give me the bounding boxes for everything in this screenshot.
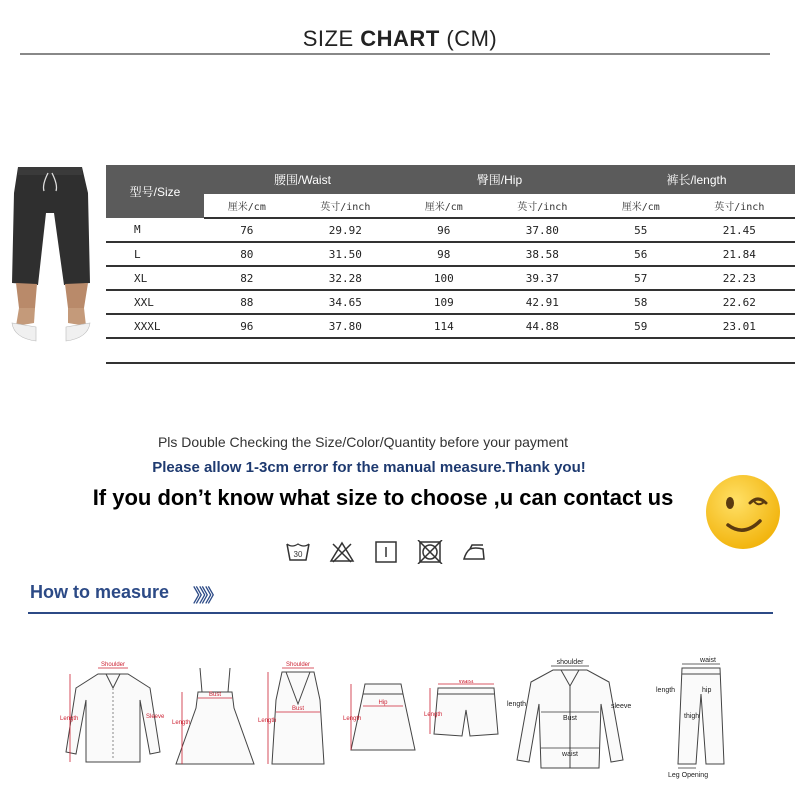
coat-measure-figure xyxy=(505,656,635,776)
size-column-header: 型号/Size xyxy=(106,165,204,218)
sleeve-label: sleeve xyxy=(611,703,632,710)
size-cell: XXXL xyxy=(106,314,204,338)
note-measure-error: Please allow 1-3cm error for the manual measure.Thank you! xyxy=(152,459,586,476)
waist-label: waist xyxy=(562,751,578,758)
title-suffix: (CM) xyxy=(439,26,498,51)
table-cell: 98 xyxy=(401,242,487,266)
waist-header: 腰围/Waist xyxy=(204,165,401,194)
table-cell: 80 xyxy=(204,242,290,266)
thigh-label: thigh xyxy=(684,713,700,720)
size-cell: XL xyxy=(106,266,204,290)
no-tumble-dry-icon xyxy=(417,540,443,564)
wink-emoji-icon xyxy=(704,473,782,551)
table-cell: 88 xyxy=(204,290,290,314)
table-row xyxy=(106,314,795,338)
length-label: Length xyxy=(343,716,362,722)
table-cell: 29.92 xyxy=(290,218,401,242)
title-prefix: SIZE xyxy=(302,26,361,51)
table-cell: 44.88 xyxy=(487,314,598,338)
unit-header: 厘米/cm xyxy=(401,194,487,218)
table-row xyxy=(106,242,795,266)
shirt-measure-figure xyxy=(58,660,168,770)
note-check-size: Pls Double Checking the Size/Color/Quantity before your payment xyxy=(157,434,569,450)
length-label: Length xyxy=(60,716,79,722)
hip-label: hip xyxy=(702,687,712,694)
table-cell: 37.80 xyxy=(487,218,598,242)
table-cell: 57 xyxy=(598,266,684,290)
length-label: length xyxy=(656,687,676,694)
dress-measure-figure xyxy=(170,660,260,772)
table-cell: 22.23 xyxy=(684,266,795,290)
note-contact-us: If you don’t know what size to choose ,u can contact us xyxy=(92,485,674,510)
length-header: 裤长/length xyxy=(598,165,795,194)
arrows-icon: 》》》 xyxy=(193,586,220,606)
table-row xyxy=(106,290,795,314)
leg-opening-label: Leg Opening xyxy=(668,772,709,779)
size-cell: XXL xyxy=(106,290,204,314)
bust-label: Bust xyxy=(291,706,305,712)
hip-label: Hip xyxy=(378,700,388,706)
iron-icon xyxy=(461,540,487,564)
bust-label: Bust xyxy=(208,692,222,698)
table-cell: 76 xyxy=(204,218,290,242)
table-cell: 23.01 xyxy=(684,314,795,338)
table-cell: 21.45 xyxy=(684,218,795,242)
size-chart-table xyxy=(106,165,795,364)
table-cell: 39.37 xyxy=(487,266,598,290)
unit-header: 厘米/cm xyxy=(204,194,290,218)
unit-header: 英寸/inch xyxy=(487,194,598,218)
how-to-measure-title: How to measure xyxy=(30,582,170,602)
table-cell: 31.50 xyxy=(290,242,401,266)
title-bold: CHART xyxy=(360,26,440,51)
shoulder-label: Shoulder xyxy=(285,662,311,668)
hip-header: 臀围/Hip xyxy=(401,165,598,194)
vest-measure-figure xyxy=(258,660,338,772)
blank-cell xyxy=(106,338,795,363)
waist-label: Waist xyxy=(458,680,474,685)
table-cell: 42.91 xyxy=(487,290,598,314)
table-cell: 55 xyxy=(598,218,684,242)
table-cell: 100 xyxy=(401,266,487,290)
unit-header: 英寸/inch xyxy=(684,194,795,218)
table-cell: 96 xyxy=(204,314,290,338)
shoulder-label: Shoulder xyxy=(100,662,126,668)
length-label: Length xyxy=(424,712,443,718)
bust-label: Bust xyxy=(562,715,578,722)
product-pants-image xyxy=(4,163,96,353)
table-cell: 37.80 xyxy=(290,314,401,338)
care-icons-row xyxy=(285,540,495,570)
unit-header: 英寸/inch xyxy=(290,194,401,218)
sleeve-label: Sleeve xyxy=(146,714,165,720)
table-cell: 34.65 xyxy=(290,290,401,314)
size-cell: M xyxy=(106,218,204,242)
table-row xyxy=(106,266,795,290)
length-label: Length xyxy=(258,718,277,724)
trousers-measure-figure xyxy=(654,656,746,780)
table-cell: 38.58 xyxy=(487,242,598,266)
waist-label: waist xyxy=(700,657,716,664)
tumble-dry-icon xyxy=(373,540,399,564)
table-cell: 32.28 xyxy=(290,266,401,290)
table-cell: 56 xyxy=(598,242,684,266)
size-cell: L xyxy=(106,242,204,266)
wash-30-icon xyxy=(285,540,311,564)
table-cell: 96 xyxy=(401,218,487,242)
table-cell: 82 xyxy=(204,266,290,290)
section-divider xyxy=(28,612,773,614)
skirt-measure-figure xyxy=(343,676,423,758)
table-cell: 21.84 xyxy=(684,242,795,266)
table-cell: 109 xyxy=(401,290,487,314)
no-bleach-icon xyxy=(329,540,355,564)
shorts-measure-figure xyxy=(424,680,506,746)
table-row xyxy=(106,338,795,363)
table-cell: 58 xyxy=(598,290,684,314)
wash-temp-label: 30 xyxy=(293,550,303,559)
table-cell: 114 xyxy=(401,314,487,338)
length-label: Length xyxy=(172,720,191,726)
title-divider xyxy=(20,53,770,55)
table-cell: 22.62 xyxy=(684,290,795,314)
unit-header: 厘米/cm xyxy=(598,194,684,218)
table-row xyxy=(106,218,795,242)
shoulder-label: shoulder xyxy=(556,659,584,666)
length-label: length xyxy=(507,701,527,708)
table-cell: 59 xyxy=(598,314,684,338)
page-title xyxy=(0,26,800,52)
